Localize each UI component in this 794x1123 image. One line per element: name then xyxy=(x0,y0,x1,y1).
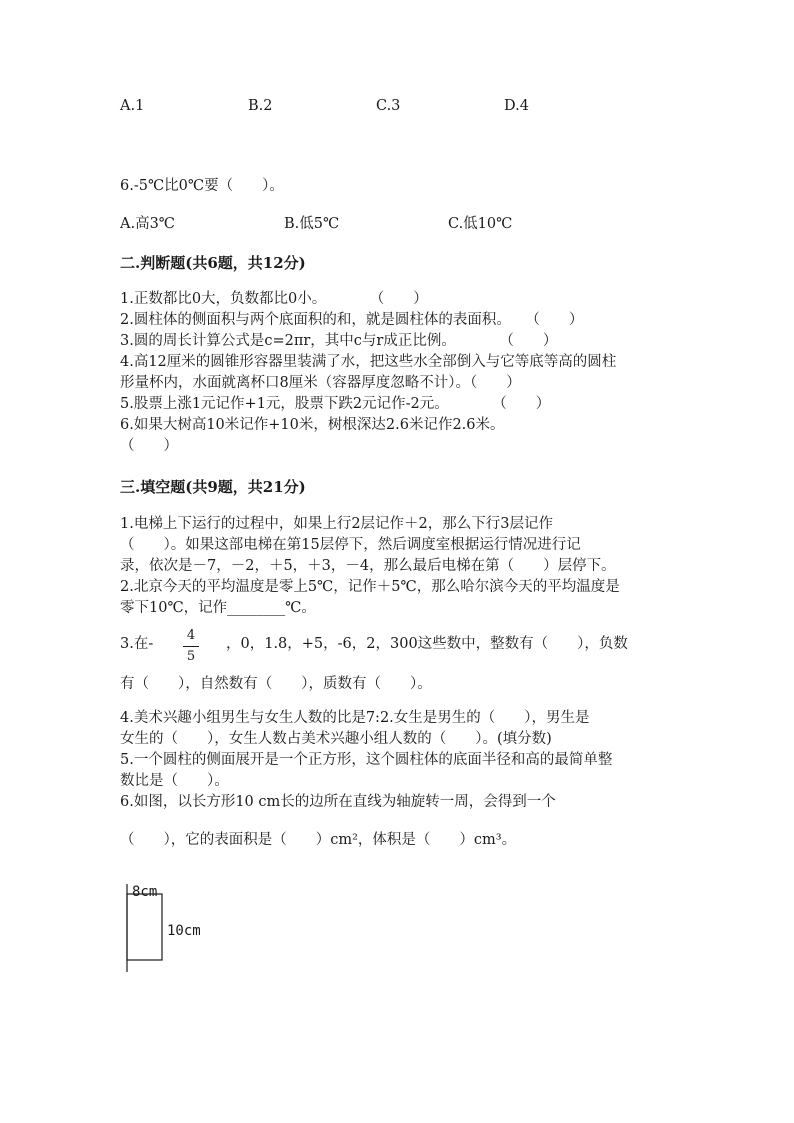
q6-question: 6.-5℃比0℃要（ ）。 xyxy=(120,178,284,194)
fill-line: 1.电梯上下运行的过程中，如果上行2层记作＋2，那么下行3层记作 xyxy=(120,516,554,532)
section2-heading: 二.判断题(共6题，共12分) xyxy=(120,254,306,272)
fill-line: 女生的（ ），女生人数占美术兴趣小组人数的（ ）。(填分数) xyxy=(120,731,552,747)
fraction-denominator: 5 xyxy=(186,649,196,664)
judge-line: 3.圆的周长计算公式是c=2πr，其中c与r成正比例。 （ ） xyxy=(120,333,558,349)
q6-option-a: A.高3℃ xyxy=(120,216,176,232)
fill-line: （ ）。如果这部电梯在第15层停下，然后调度室根据运行情况进行记 xyxy=(120,537,581,553)
fill-line: 数比是（ ）。 xyxy=(120,773,229,789)
fraction-numerator: 4 xyxy=(186,628,196,643)
height-label: 10cm xyxy=(167,923,201,939)
fill-line: 2.北京今天的平均温度是零上5℃，记作＋5℃，那么哈尔滨今天的平均温度是 xyxy=(120,579,620,595)
q3-rest: ，0，1.8，+5，-6，2，300这些数中，整数有（ ），负数 xyxy=(226,636,628,652)
judge-line: 2.圆柱体的侧面积与两个底面积的和，就是圆柱体的表面积。 （ ） xyxy=(120,312,584,328)
fill-line: 5.一个圆柱的侧面展开是一个正方形，这个圆柱体的底面半径和高的最简单整 xyxy=(120,752,613,768)
q6-line2: （ ），它的表面积是（ ）cm²，体积是（ ）cm³。 xyxy=(120,832,517,848)
judge-line: 5.股票上涨1元记作+1元，股票下跌2元记作-2元。 （ ） xyxy=(120,396,551,412)
section3-heading: 三.填空题(共9题，共21分) xyxy=(120,478,306,496)
q3-fraction xyxy=(183,627,199,666)
judge-line: 形量杯内，水面就离杯口8厘米（容器厚度忽略不计）。（ ） xyxy=(120,375,521,391)
judge-line: 1.正数都比0大，负数都比0小。 （ ） xyxy=(120,291,428,307)
q3-prefix: 3.在- xyxy=(120,636,154,652)
q5-option-c: C.3 xyxy=(376,98,401,114)
judge-line: 4.高12厘米的圆锥形容器里装满了水，把这些水全部倒入与它等底等高的圆柱 xyxy=(120,354,617,370)
rectangle xyxy=(127,894,162,960)
q5-option-b: B.2 xyxy=(248,98,273,114)
q6-option-c: C.低10℃ xyxy=(448,216,513,232)
fill-line: 4.美术兴趣小组男生与女生人数的比是7:2.女生是男生的（ ），男生是 xyxy=(120,710,590,726)
fill-line: 零下10℃，记作________℃。 xyxy=(120,600,316,616)
fill-line: 录，依次是－7，－2，＋5，＋3，－4，那么最后电梯在第（ ）层停下。 xyxy=(120,558,616,574)
fraction-bar xyxy=(183,646,199,647)
judge-line: 6.如果大树高10米记作+10米，树根深达2.6米记作2.6米。 xyxy=(120,417,505,433)
judge-line: （ ） xyxy=(120,438,178,454)
q6-option-b: B.低5℃ xyxy=(284,216,340,232)
width-label: 8cm xyxy=(132,884,158,900)
q5-option-d: D.4 xyxy=(504,98,529,114)
fill-line: 6.如图，以长方形10 cm长的边所在直线为轴旋转一周，会得到一个 xyxy=(120,794,556,810)
q3-line2: 有（ ），自然数有（ ），质数有（ ）。 xyxy=(120,676,432,692)
q5-option-a: A.1 xyxy=(120,98,145,114)
